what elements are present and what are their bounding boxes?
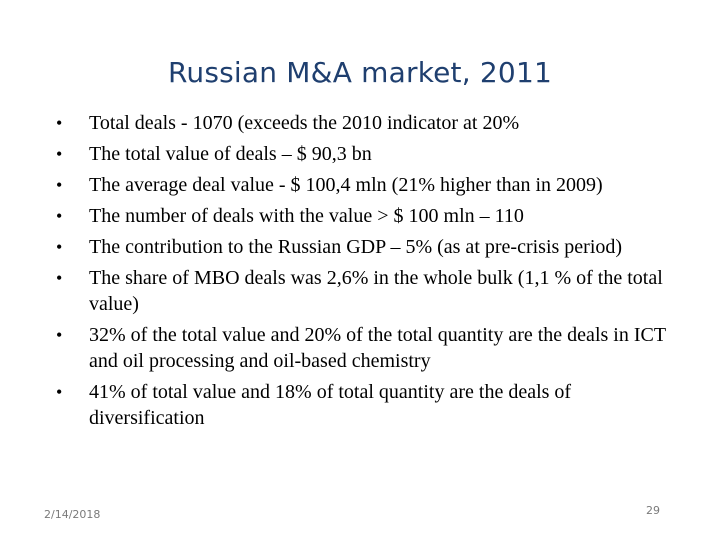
bullet-item [56,322,676,374]
bullet-item [56,379,676,431]
bullet-item [56,172,676,198]
bullet-text: The average deal value - $ 100,4 mln (21% higher than in 2009) [89,174,603,196]
bullet-text: 32% of the total value and 20% of the total quantity are the deals in ICT and oil processing and oil-based chemistry [89,324,666,372]
bullet-text: The share of MBO deals was 2,6% in the whole bulk (1,1 % of the total value) [89,267,663,315]
bullet-item [56,203,676,229]
bullet-icon: • [56,175,63,195]
footer-date: 2/14/2018 [44,508,101,521]
bullet-text: The total value of deals – $ 90,3 bn [89,143,372,165]
bullet-icon: • [56,325,63,345]
bullet-icon: • [56,237,63,257]
bullet-text: Total deals - 1070 (exceeds the 2010 indicator at 20% [89,112,520,134]
bullet-item [56,265,676,317]
bullet-text: The contribution to the Russian GDP – 5% (as at pre-crisis period) [89,236,623,258]
bullet-icon: • [56,268,63,288]
bullet-icon: • [56,113,63,133]
bullet-item [56,110,676,136]
slide-title: Russian M&A market, 2011 [168,56,552,89]
bullet-text: The number of deals with the value > $ 100 mln – 110 [89,205,524,227]
bullet-text: 41% of total value and 18% of total quantity are the deals of diversification [89,381,572,429]
bullet-item [56,234,676,260]
page-number: 29 [646,504,660,517]
bullet-icon: • [56,206,63,226]
bullet-item [56,141,676,167]
bullet-icon: • [56,382,63,402]
bullet-icon: • [56,144,63,164]
bullet-list [56,110,676,436]
